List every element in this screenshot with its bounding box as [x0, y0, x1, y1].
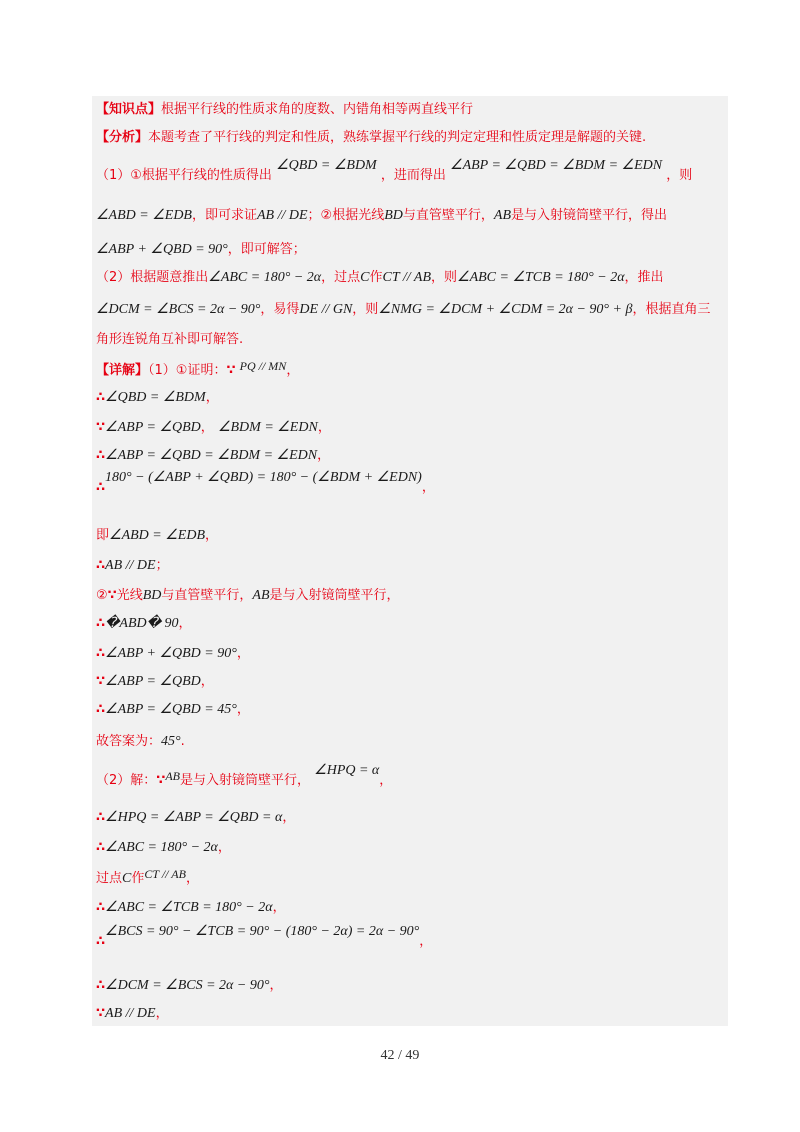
part2-line-7: ∴∠DCM = ∠BCS = 2α − 90°，	[96, 978, 283, 993]
analysis-line-5: ∠ABP + ∠QBD = 90°，即可解答；	[96, 242, 306, 257]
detail-line-2: ∴∠QBD = ∠BDM，	[96, 390, 219, 405]
detail-line-3: ∵∠ABP = ∠QBD， ∠BDM = ∠EDN，	[96, 420, 331, 435]
analysis-line-8: 角形连锐角互补即可解答.	[96, 332, 244, 347]
part2-line-6: ∴∠BCS = 90° − ∠TCB = 90° − (180° − 2α) = 2α − 90°，	[96, 924, 433, 949]
detail-line-1: 【详解】（1）①证明：∵ PQ // MN，	[96, 359, 300, 378]
page-number: 42 / 49	[380, 1048, 420, 1063]
analysis-line-4: ∠ABD = ∠EDB，即可求证AB // DE；②根据光线BD与直管壁平行，AB是与入射镜筒壁平行，得出	[96, 208, 668, 223]
knowledge-line: 【知识点】根据平行线的性质求角的度数、内错角相等两直线平行	[96, 102, 474, 117]
detail-line-5: ∴180° − (∠ABP + ∠QBD) = 180° − (∠BDM + ∠EDN)，	[96, 470, 435, 495]
part2-line-4: 过点C作CT // AB，	[96, 867, 199, 886]
answer-line: 故答案为：45°.	[96, 734, 185, 749]
part2-line-3: ∴∠ABC = 180° − 2α，	[96, 840, 231, 855]
part2-line-2: ∴∠HPQ = ∠ABP = ∠QBD = α，	[96, 810, 296, 825]
analysis-line-6: （2）根据题意推出∠ABC = 180° − 2α，过点C作CT // AB，则∠ABC = ∠TCB = 180° − 2α，推出	[96, 270, 664, 285]
detail-line-7: ∴AB // DE；	[96, 558, 169, 573]
detail-line-10: ∴∠ABP + ∠QBD = 90°，	[96, 646, 250, 661]
part2-line-8: ∵AB // DE，	[96, 1006, 169, 1021]
detail-line-12: ∴∠ABP = ∠QBD = 45°，	[96, 702, 250, 717]
answer-content	[92, 96, 728, 1026]
detail-line-6: 即∠ABD = ∠EDB，	[96, 528, 219, 543]
detail-line-9: ∴�ABD� 90，	[96, 616, 192, 631]
analysis-line-7: ∠DCM = ∠BCS = 2α − 90°，易得DE // GN，则∠NMG = ∠DCM + ∠CDM = 2α − 90° + β，根据直角三	[96, 302, 711, 317]
analysis-line: 【分析】本题考查了平行线的判定和性质，熟练掌握平行线的判定定理和性质定理是解题的关键.	[96, 130, 647, 145]
part2-line-5: ∴∠ABC = ∠TCB = 180° − 2α，	[96, 900, 286, 915]
part2-line-1: （2）解：∵AB是与入射镜筒壁平行， ∠HPQ = α，	[96, 763, 393, 788]
detail-line-4: ∴∠ABP = ∠QBD = ∠BDM = ∠EDN，	[96, 448, 331, 463]
detail-line-11: ∵∠ABP = ∠QBD，	[96, 674, 214, 689]
detail-line-8: ②∵光线BD与直管壁平行，AB是与入射镜筒壁平行，	[96, 588, 400, 603]
analysis-line-3: （1）①根据平行线的性质得出 ∠QBD = ∠BDM ，进而得出 ∠ABP = ∠QBD = ∠BDM = ∠EDN ，则	[96, 158, 693, 183]
